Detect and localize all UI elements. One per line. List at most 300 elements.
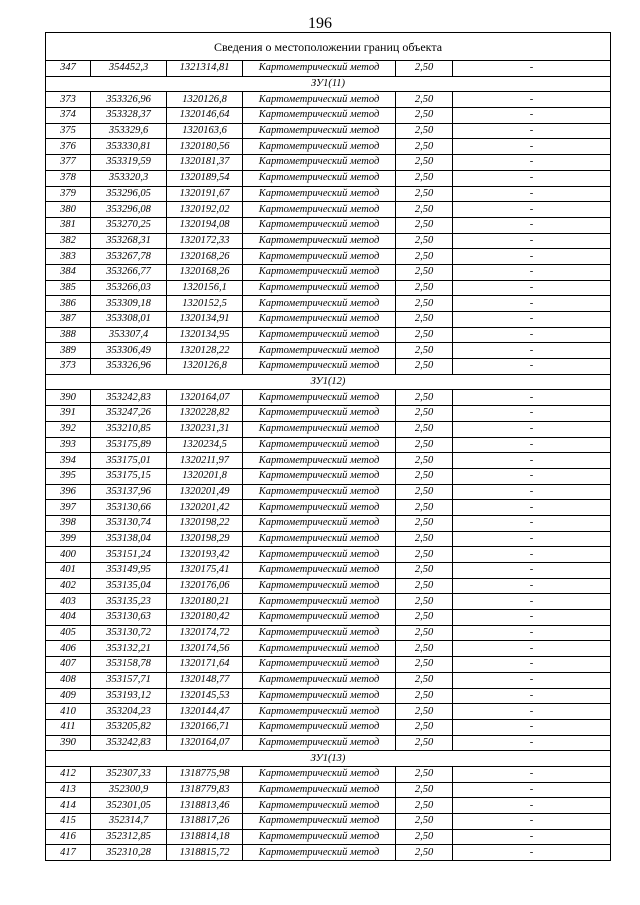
method-cell: Картометрический метод <box>243 437 396 453</box>
table-row <box>46 186 611 202</box>
description-cell: - <box>453 280 611 296</box>
x-coordinate-cell: 353270,25 <box>91 217 167 233</box>
description-cell: - <box>453 437 611 453</box>
x-coordinate-cell: 353329,6 <box>91 123 167 139</box>
point-number-cell: 381 <box>46 217 91 233</box>
y-coordinate-cell: 1320168,26 <box>167 249 243 265</box>
table-row <box>46 625 611 641</box>
accuracy-cell: 2,50 <box>396 406 453 422</box>
point-number-cell: 396 <box>46 484 91 500</box>
description-cell: - <box>453 170 611 186</box>
table-row <box>46 280 611 296</box>
method-cell: Картометрический метод <box>243 704 396 720</box>
x-coordinate-cell: 353175,01 <box>91 453 167 469</box>
y-coordinate-cell: 1320211,97 <box>167 453 243 469</box>
method-cell: Картометрический метод <box>243 672 396 688</box>
table-row <box>46 421 611 437</box>
x-coordinate-cell: 353130,63 <box>91 610 167 626</box>
method-cell: Картометрический метод <box>243 814 396 830</box>
point-number-cell: 377 <box>46 155 91 171</box>
section-label: ЗУ1(13) <box>46 751 611 767</box>
table-row <box>46 515 611 531</box>
x-coordinate-cell: 352300,9 <box>91 782 167 798</box>
table-row <box>46 814 611 830</box>
description-cell: - <box>453 406 611 422</box>
x-coordinate-cell: 353242,83 <box>91 735 167 751</box>
x-coordinate-cell: 353309,18 <box>91 296 167 312</box>
description-cell: - <box>453 139 611 155</box>
table-row <box>46 312 611 328</box>
point-number-cell: 373 <box>46 359 91 375</box>
point-number-cell: 411 <box>46 719 91 735</box>
point-number-cell: 406 <box>46 641 91 657</box>
description-cell: - <box>453 296 611 312</box>
description-cell: - <box>453 390 611 406</box>
accuracy-cell: 2,50 <box>396 814 453 830</box>
y-coordinate-cell: 1320172,33 <box>167 233 243 249</box>
accuracy-cell: 2,50 <box>396 249 453 265</box>
table-row <box>46 155 611 171</box>
description-cell: - <box>453 672 611 688</box>
y-coordinate-cell: 1318779,83 <box>167 782 243 798</box>
accuracy-cell: 2,50 <box>396 563 453 579</box>
point-number-cell: 400 <box>46 547 91 563</box>
method-cell: Картометрический метод <box>243 343 396 359</box>
accuracy-cell: 2,50 <box>396 92 453 108</box>
y-coordinate-cell: 1320180,21 <box>167 594 243 610</box>
description-cell: - <box>453 264 611 280</box>
accuracy-cell: 2,50 <box>396 327 453 343</box>
boundary-table <box>45 32 611 861</box>
section-header-row <box>46 76 611 92</box>
x-coordinate-cell: 353175,15 <box>91 468 167 484</box>
x-coordinate-cell: 353130,72 <box>91 625 167 641</box>
table-row <box>46 829 611 845</box>
method-cell: Картометрический метод <box>243 264 396 280</box>
x-coordinate-cell: 352310,28 <box>91 845 167 861</box>
y-coordinate-cell: 1320180,56 <box>167 139 243 155</box>
accuracy-cell: 2,50 <box>396 202 453 218</box>
x-coordinate-cell: 352307,33 <box>91 766 167 782</box>
y-coordinate-cell: 1320228,82 <box>167 406 243 422</box>
accuracy-cell: 2,50 <box>396 186 453 202</box>
table-row <box>46 500 611 516</box>
method-cell: Картометрический метод <box>243 406 396 422</box>
section-header-row <box>46 374 611 390</box>
point-number-cell: 392 <box>46 421 91 437</box>
point-number-cell: 415 <box>46 814 91 830</box>
accuracy-cell: 2,50 <box>396 155 453 171</box>
x-coordinate-cell: 353204,23 <box>91 704 167 720</box>
point-number-cell: 384 <box>46 264 91 280</box>
point-number-cell: 375 <box>46 123 91 139</box>
y-coordinate-cell: 1320126,8 <box>167 359 243 375</box>
description-cell: - <box>453 547 611 563</box>
x-coordinate-cell: 353130,66 <box>91 500 167 516</box>
x-coordinate-cell: 353137,96 <box>91 484 167 500</box>
description-cell: - <box>453 719 611 735</box>
method-cell: Картометрический метод <box>243 468 396 484</box>
accuracy-cell: 2,50 <box>396 531 453 547</box>
point-number-cell: 386 <box>46 296 91 312</box>
description-cell: - <box>453 421 611 437</box>
method-cell: Картометрический метод <box>243 829 396 845</box>
method-cell: Картометрический метод <box>243 233 396 249</box>
accuracy-cell: 2,50 <box>396 484 453 500</box>
method-cell: Картометрический метод <box>243 139 396 155</box>
table-row <box>46 688 611 704</box>
y-coordinate-cell: 1318814,18 <box>167 829 243 845</box>
x-coordinate-cell: 353135,23 <box>91 594 167 610</box>
description-cell: - <box>453 217 611 233</box>
description-cell: - <box>453 641 611 657</box>
accuracy-cell: 2,50 <box>396 217 453 233</box>
method-cell: Картометрический метод <box>243 563 396 579</box>
page-number: 196 <box>308 15 332 32</box>
point-number-cell: 385 <box>46 280 91 296</box>
method-cell: Картометрический метод <box>243 688 396 704</box>
description-cell: - <box>453 500 611 516</box>
y-coordinate-cell: 1318775,98 <box>167 766 243 782</box>
method-cell: Картометрический метод <box>243 359 396 375</box>
table-row <box>46 766 611 782</box>
x-coordinate-cell: 353132,21 <box>91 641 167 657</box>
table-row <box>46 563 611 579</box>
point-number-cell: 394 <box>46 453 91 469</box>
y-coordinate-cell: 1320145,53 <box>167 688 243 704</box>
table-title-row <box>46 33 611 61</box>
table-row <box>46 139 611 155</box>
accuracy-cell: 2,50 <box>396 594 453 610</box>
table-row <box>46 327 611 343</box>
accuracy-cell: 2,50 <box>396 641 453 657</box>
point-number-cell: 412 <box>46 766 91 782</box>
y-coordinate-cell: 1320198,22 <box>167 515 243 531</box>
point-number-cell: 399 <box>46 531 91 547</box>
description-cell: - <box>453 610 611 626</box>
method-cell: Картометрический метод <box>243 515 396 531</box>
method-cell: Картометрический метод <box>243 845 396 861</box>
point-number-cell: 404 <box>46 610 91 626</box>
y-coordinate-cell: 1320164,07 <box>167 735 243 751</box>
y-coordinate-cell: 1320174,56 <box>167 641 243 657</box>
method-cell: Картометрический метод <box>243 531 396 547</box>
method-cell: Картометрический метод <box>243 782 396 798</box>
x-coordinate-cell: 353320,3 <box>91 170 167 186</box>
point-number-cell: 374 <box>46 108 91 124</box>
method-cell: Картометрический метод <box>243 453 396 469</box>
boundary-table-body <box>46 33 611 861</box>
x-coordinate-cell: 353193,12 <box>91 688 167 704</box>
table-row <box>46 390 611 406</box>
method-cell: Картометрический метод <box>243 280 396 296</box>
y-coordinate-cell: 1320171,64 <box>167 657 243 673</box>
accuracy-cell: 2,50 <box>396 468 453 484</box>
accuracy-cell: 2,50 <box>396 719 453 735</box>
accuracy-cell: 2,50 <box>396 766 453 782</box>
x-coordinate-cell: 353151,24 <box>91 547 167 563</box>
method-cell: Картометрический метод <box>243 390 396 406</box>
accuracy-cell: 2,50 <box>396 610 453 626</box>
point-number-cell: 390 <box>46 390 91 406</box>
description-cell: - <box>453 735 611 751</box>
accuracy-cell: 2,50 <box>396 735 453 751</box>
point-number-cell: 390 <box>46 735 91 751</box>
method-cell: Картометрический метод <box>243 170 396 186</box>
x-coordinate-cell: 353328,37 <box>91 108 167 124</box>
x-coordinate-cell: 353307,4 <box>91 327 167 343</box>
table-row <box>46 359 611 375</box>
point-number-cell: 409 <box>46 688 91 704</box>
table-row <box>46 108 611 124</box>
table-row <box>46 343 611 359</box>
table-row <box>46 437 611 453</box>
point-number-cell: 403 <box>46 594 91 610</box>
description-cell: - <box>453 594 611 610</box>
method-cell: Картометрический метод <box>243 484 396 500</box>
accuracy-cell: 2,50 <box>396 108 453 124</box>
point-number-cell: 382 <box>46 233 91 249</box>
accuracy-cell: 2,50 <box>396 139 453 155</box>
point-number-cell: 397 <box>46 500 91 516</box>
method-cell: Картометрический метод <box>243 798 396 814</box>
y-coordinate-cell: 1320175,41 <box>167 563 243 579</box>
method-cell: Картометрический метод <box>243 327 396 343</box>
y-coordinate-cell: 1318815,72 <box>167 845 243 861</box>
accuracy-cell: 2,50 <box>396 421 453 437</box>
table-row <box>46 547 611 563</box>
table-row <box>46 202 611 218</box>
section-header-row <box>46 751 611 767</box>
x-coordinate-cell: 353247,26 <box>91 406 167 422</box>
x-coordinate-cell: 352301,05 <box>91 798 167 814</box>
table-row <box>46 782 611 798</box>
x-coordinate-cell: 353158,78 <box>91 657 167 673</box>
method-cell: Картометрический метод <box>243 766 396 782</box>
table-row <box>46 453 611 469</box>
description-cell: - <box>453 343 611 359</box>
x-coordinate-cell: 353130,74 <box>91 515 167 531</box>
table-title: Сведения о местоположении границ объекта <box>46 33 611 61</box>
description-cell: - <box>453 484 611 500</box>
accuracy-cell: 2,50 <box>396 453 453 469</box>
x-coordinate-cell: 353296,05 <box>91 186 167 202</box>
accuracy-cell: 2,50 <box>396 312 453 328</box>
method-cell: Картометрический метод <box>243 108 396 124</box>
table-row <box>46 657 611 673</box>
accuracy-cell: 2,50 <box>396 672 453 688</box>
x-coordinate-cell: 352312,85 <box>91 829 167 845</box>
x-coordinate-cell: 353308,01 <box>91 312 167 328</box>
method-cell: Картометрический метод <box>243 296 396 312</box>
description-cell: - <box>453 657 611 673</box>
method-cell: Картометрический метод <box>243 594 396 610</box>
table-row <box>46 61 611 77</box>
accuracy-cell: 2,50 <box>396 170 453 186</box>
x-coordinate-cell: 353210,85 <box>91 421 167 437</box>
description-cell: - <box>453 359 611 375</box>
accuracy-cell: 2,50 <box>396 657 453 673</box>
description-cell: - <box>453 625 611 641</box>
y-coordinate-cell: 1320174,72 <box>167 625 243 641</box>
description-cell: - <box>453 798 611 814</box>
table-row <box>46 719 611 735</box>
y-coordinate-cell: 1320191,67 <box>167 186 243 202</box>
accuracy-cell: 2,50 <box>396 515 453 531</box>
method-cell: Картометрический метод <box>243 421 396 437</box>
table-row <box>46 468 611 484</box>
description-cell: - <box>453 155 611 171</box>
method-cell: Картометрический метод <box>243 217 396 233</box>
y-coordinate-cell: 1320231,31 <box>167 421 243 437</box>
method-cell: Картометрический метод <box>243 610 396 626</box>
y-coordinate-cell: 1320193,42 <box>167 547 243 563</box>
table-row <box>46 217 611 233</box>
description-cell: - <box>453 249 611 265</box>
x-coordinate-cell: 353326,96 <box>91 359 167 375</box>
table-row <box>46 531 611 547</box>
x-coordinate-cell: 354452,3 <box>91 61 167 77</box>
y-coordinate-cell: 1320128,22 <box>167 343 243 359</box>
table-row <box>46 704 611 720</box>
point-number-cell: 391 <box>46 406 91 422</box>
point-number-cell: 389 <box>46 343 91 359</box>
accuracy-cell: 2,50 <box>396 264 453 280</box>
x-coordinate-cell: 353175,89 <box>91 437 167 453</box>
accuracy-cell: 2,50 <box>396 845 453 861</box>
y-coordinate-cell: 1320146,64 <box>167 108 243 124</box>
table-row <box>46 578 611 594</box>
y-coordinate-cell: 1320180,42 <box>167 610 243 626</box>
point-number-cell: 416 <box>46 829 91 845</box>
x-coordinate-cell: 353267,78 <box>91 249 167 265</box>
table-row <box>46 123 611 139</box>
method-cell: Картометрический метод <box>243 155 396 171</box>
y-coordinate-cell: 1320134,91 <box>167 312 243 328</box>
description-cell: - <box>453 108 611 124</box>
accuracy-cell: 2,50 <box>396 829 453 845</box>
table-row <box>46 845 611 861</box>
accuracy-cell: 2,50 <box>396 437 453 453</box>
description-cell: - <box>453 92 611 108</box>
y-coordinate-cell: 1320189,54 <box>167 170 243 186</box>
table-row <box>46 406 611 422</box>
accuracy-cell: 2,50 <box>396 798 453 814</box>
y-coordinate-cell: 1320201,8 <box>167 468 243 484</box>
description-cell: - <box>453 312 611 328</box>
accuracy-cell: 2,50 <box>396 280 453 296</box>
description-cell: - <box>453 563 611 579</box>
y-coordinate-cell: 1320156,1 <box>167 280 243 296</box>
method-cell: Картометрический метод <box>243 249 396 265</box>
table-row <box>46 249 611 265</box>
table-row <box>46 296 611 312</box>
table-row <box>46 798 611 814</box>
point-number-cell: 378 <box>46 170 91 186</box>
description-cell: - <box>453 845 611 861</box>
point-number-cell: 380 <box>46 202 91 218</box>
x-coordinate-cell: 353266,03 <box>91 280 167 296</box>
x-coordinate-cell: 353306,49 <box>91 343 167 359</box>
accuracy-cell: 2,50 <box>396 547 453 563</box>
description-cell: - <box>453 468 611 484</box>
y-coordinate-cell: 1320201,42 <box>167 500 243 516</box>
y-coordinate-cell: 1320194,08 <box>167 217 243 233</box>
description-cell: - <box>453 782 611 798</box>
y-coordinate-cell: 1320176,06 <box>167 578 243 594</box>
method-cell: Картометрический метод <box>243 61 396 77</box>
point-number-cell: 414 <box>46 798 91 814</box>
x-coordinate-cell: 353149,95 <box>91 563 167 579</box>
table-row <box>46 594 611 610</box>
table-row <box>46 170 611 186</box>
table-row <box>46 233 611 249</box>
table-row <box>46 735 611 751</box>
accuracy-cell: 2,50 <box>396 343 453 359</box>
description-cell: - <box>453 704 611 720</box>
y-coordinate-cell: 1318813,46 <box>167 798 243 814</box>
x-coordinate-cell: 353326,96 <box>91 92 167 108</box>
point-number-cell: 376 <box>46 139 91 155</box>
y-coordinate-cell: 1320163,6 <box>167 123 243 139</box>
accuracy-cell: 2,50 <box>396 296 453 312</box>
x-coordinate-cell: 353296,08 <box>91 202 167 218</box>
table-row <box>46 484 611 500</box>
x-coordinate-cell: 353157,71 <box>91 672 167 688</box>
description-cell: - <box>453 829 611 845</box>
y-coordinate-cell: 1320134,95 <box>167 327 243 343</box>
accuracy-cell: 2,50 <box>396 61 453 77</box>
method-cell: Картометрический метод <box>243 500 396 516</box>
x-coordinate-cell: 353268,31 <box>91 233 167 249</box>
y-coordinate-cell: 1320201,49 <box>167 484 243 500</box>
method-cell: Картометрический метод <box>243 578 396 594</box>
point-number-cell: 388 <box>46 327 91 343</box>
description-cell: - <box>453 531 611 547</box>
point-number-cell: 347 <box>46 61 91 77</box>
accuracy-cell: 2,50 <box>396 359 453 375</box>
table-row <box>46 610 611 626</box>
point-number-cell: 417 <box>46 845 91 861</box>
point-number-cell: 395 <box>46 468 91 484</box>
accuracy-cell: 2,50 <box>396 578 453 594</box>
x-coordinate-cell: 353138,04 <box>91 531 167 547</box>
y-coordinate-cell: 1318817,26 <box>167 814 243 830</box>
point-number-cell: 398 <box>46 515 91 531</box>
y-coordinate-cell: 1320168,26 <box>167 264 243 280</box>
point-number-cell: 379 <box>46 186 91 202</box>
y-coordinate-cell: 1320166,71 <box>167 719 243 735</box>
accuracy-cell: 2,50 <box>396 123 453 139</box>
method-cell: Картометрический метод <box>243 92 396 108</box>
description-cell: - <box>453 814 611 830</box>
method-cell: Картометрический метод <box>243 625 396 641</box>
accuracy-cell: 2,50 <box>396 233 453 249</box>
method-cell: Картометрический метод <box>243 123 396 139</box>
table-row <box>46 672 611 688</box>
method-cell: Картометрический метод <box>243 719 396 735</box>
method-cell: Картометрический метод <box>243 186 396 202</box>
y-coordinate-cell: 1321314,81 <box>167 61 243 77</box>
point-number-cell: 373 <box>46 92 91 108</box>
x-coordinate-cell: 353319,59 <box>91 155 167 171</box>
y-coordinate-cell: 1320181,37 <box>167 155 243 171</box>
accuracy-cell: 2,50 <box>396 390 453 406</box>
method-cell: Картометрический метод <box>243 657 396 673</box>
x-coordinate-cell: 353135,04 <box>91 578 167 594</box>
x-coordinate-cell: 353205,82 <box>91 719 167 735</box>
point-number-cell: 408 <box>46 672 91 688</box>
